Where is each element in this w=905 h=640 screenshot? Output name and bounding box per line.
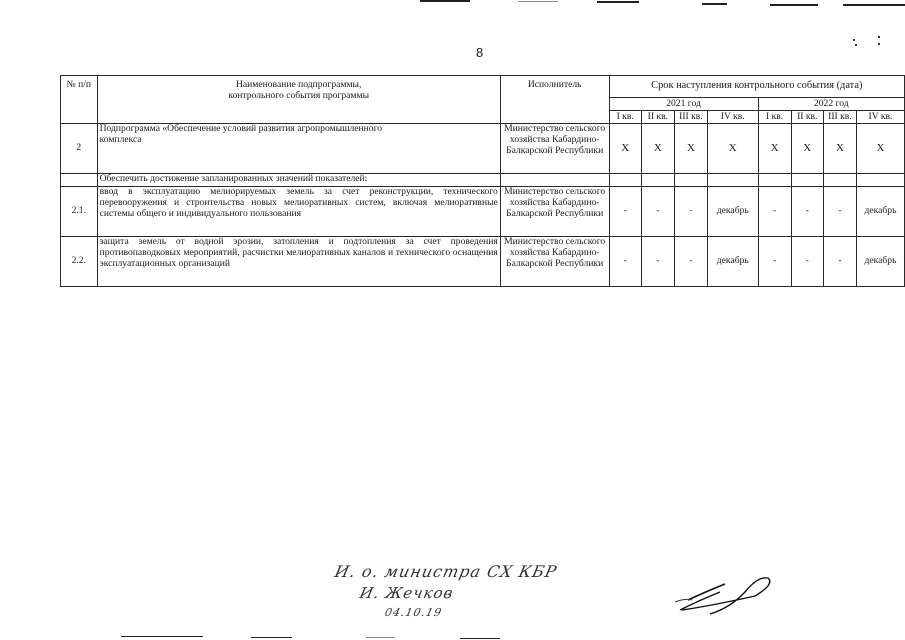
header-quarter: III кв. (674, 111, 707, 124)
row-value: декабрь (708, 237, 759, 287)
row-value: - (641, 237, 674, 287)
scan-artifact-line (597, 1, 639, 3)
row-name: Подпрограмма «Обеспечение условий развития агропромышленного комплекса (97, 124, 500, 174)
row-value: X (609, 124, 641, 174)
row-value: X (791, 124, 823, 174)
handwritten-name: И. Жечков (358, 584, 456, 602)
row-value: - (791, 237, 823, 287)
row-value: - (609, 187, 641, 237)
scan-artifact-line (460, 638, 500, 639)
row-value: декабрь (856, 237, 904, 287)
control-events-table (60, 75, 905, 287)
row-value: X (674, 124, 707, 174)
row-value: X (758, 124, 791, 174)
row-value (856, 174, 904, 187)
row-num: 2 (61, 124, 98, 174)
page-number: 8 (476, 45, 484, 60)
table-row (61, 237, 905, 287)
row-value (609, 174, 641, 187)
header-num: № п/п (61, 76, 98, 124)
header-year-2021: 2021 год (609, 98, 758, 111)
header-quarter: III кв. (823, 111, 856, 124)
row-value: X (708, 124, 759, 174)
row-value (758, 174, 791, 187)
table-row-subheading (61, 174, 905, 187)
row-value: - (758, 237, 791, 287)
scan-specks (850, 36, 880, 50)
signature-icon (670, 570, 780, 615)
row-value: - (609, 237, 641, 287)
scan-artifact-line (702, 3, 727, 5)
row-name: ввод в эксплуатацию мелиорируемых земель за счет реконструкции, технического перевооружения и строительства новых мелиоративных систем, включая мелиоративные системы общего и индивидуального пользования (97, 187, 500, 237)
row-value: декабрь (856, 187, 904, 237)
table-row (61, 124, 905, 174)
scan-artifact-line (843, 4, 905, 6)
row-value: X (856, 124, 904, 174)
row-value (641, 174, 674, 187)
header-quarter: I кв. (758, 111, 791, 124)
row-num: 2.2. (61, 237, 98, 287)
row-value (823, 174, 856, 187)
table-row (61, 187, 905, 237)
scan-artifact-line (251, 637, 292, 638)
header-executor: Исполнитель (500, 76, 609, 124)
header-year-2022: 2022 год (758, 98, 904, 111)
scan-artifact-line (518, 1, 558, 2)
row-executor: Министерство сельского хозяйства Кабардино-Балкарской Республики (500, 237, 609, 287)
row-name: Обеспечить достижение запланированных значений показателей: (97, 174, 500, 187)
row-value: X (823, 124, 856, 174)
row-executor (500, 174, 609, 187)
row-value (708, 174, 759, 187)
header-quarter: I кв. (609, 111, 641, 124)
row-value: X (641, 124, 674, 174)
row-value: - (674, 187, 707, 237)
row-num: 2.1. (61, 187, 98, 237)
scan-artifact-line (770, 4, 818, 6)
row-value (791, 174, 823, 187)
row-value (674, 174, 707, 187)
header-quarter: II кв. (641, 111, 674, 124)
scan-artifact-line (121, 636, 203, 637)
header-row-1 (61, 76, 905, 98)
row-name: защита земель от водной эрозии, затопления и подтопления за счет проведения противопаводковых мероприятий, расчистки мелиоративных каналов и технического оснащения эксплуатационных организаций (97, 237, 500, 287)
row-value: - (823, 237, 856, 287)
row-num (61, 174, 98, 187)
header-quarter: IV кв. (708, 111, 759, 124)
handwritten-title: И. о. министра СХ КБР (332, 562, 559, 581)
row-value: - (823, 187, 856, 237)
handwritten-date: 04.10.19 (383, 606, 444, 619)
row-executor: Министерство сельского хозяйства Кабардино-Балкарской Республики (500, 187, 609, 237)
header-deadline: Срок наступления контрольного события (дата) (609, 76, 904, 98)
header-quarter: IV кв. (856, 111, 904, 124)
row-value: - (674, 237, 707, 287)
header-quarter: II кв. (791, 111, 823, 124)
row-value: - (641, 187, 674, 237)
row-value: - (758, 187, 791, 237)
scan-artifact-line (420, 0, 470, 2)
header-name: Наименование подпрограммы, контрольного события программы (97, 76, 500, 124)
scan-artifact-line (366, 637, 395, 638)
row-value: - (791, 187, 823, 237)
row-value: декабрь (708, 187, 759, 237)
row-executor: Министерство сельского хозяйства Кабардино-Балкарской Республики (500, 124, 609, 174)
